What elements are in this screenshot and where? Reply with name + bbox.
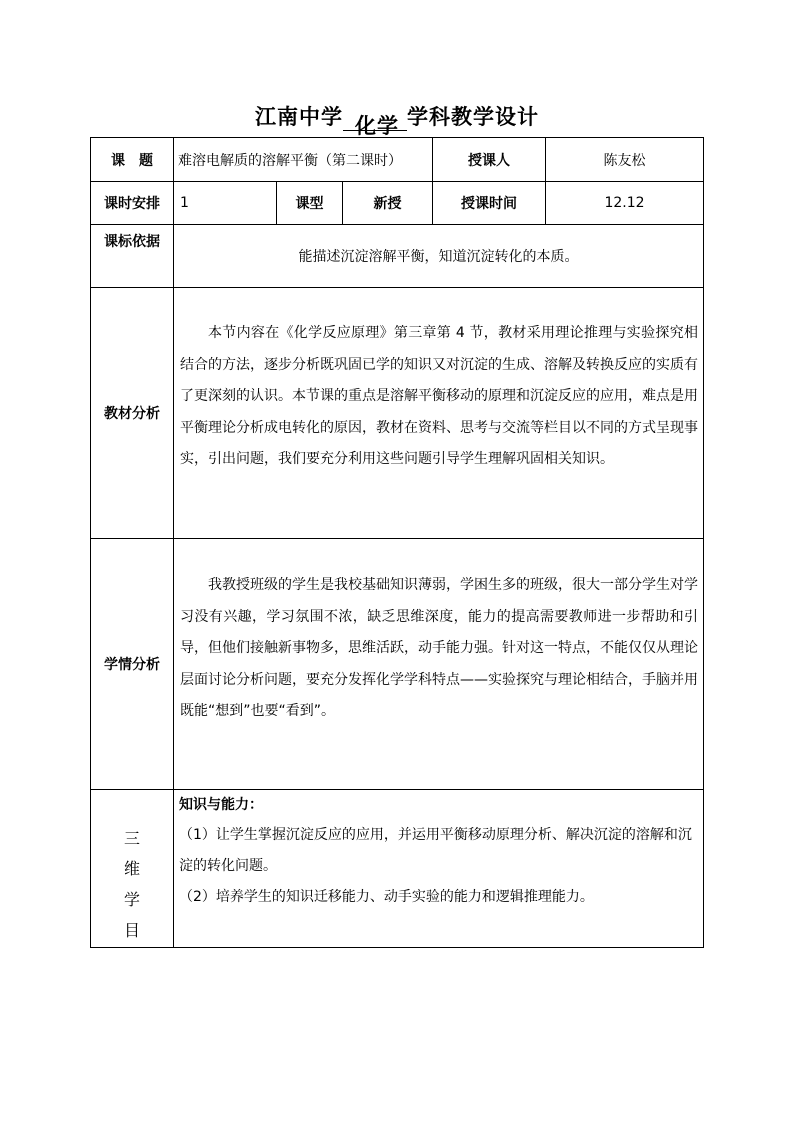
row-divider — [91, 287, 703, 288]
material-text: 本节内容在《化学反应原理》第三章第 4 节，教材采用理论推理与实验探究相结合的方法，逐步分析既巩固已学的知识又对沉淀的生成、溶解及转换反应的实质有了更深刻的认识。本节课的重点是溶解平衡移动的原理和沉淀反应的应用，难点是用平衡理论分析成电转化的原因，教材在资料、思考与交流等栏目以不同的方式呈现事实，引出问题，我们要充分利用这些问题引导学生理解巩固相关知识。 — [180, 325, 698, 467]
row-divider — [91, 789, 703, 790]
topic-value: 难溶电解质的溶解平衡（第二课时） — [178, 152, 402, 169]
subject-name: 化学 — [355, 114, 399, 138]
title-suffix: 学科教学设计 — [407, 105, 539, 129]
teacher-value: 陈友松 — [603, 152, 646, 169]
subject-blank-underline — [343, 110, 355, 131]
time-label: 授课时间 — [461, 196, 517, 212]
goals-label-char: 学 — [123, 890, 140, 909]
material-label: 教材分析 — [104, 406, 160, 422]
topic-label: 课 题 — [111, 152, 153, 169]
goals-heading: 知识与能力： — [179, 797, 263, 813]
teacher-label: 授课人 — [468, 152, 510, 169]
subject-blank-underline-right — [399, 110, 407, 131]
goal-item: （1）让学生掌握沉淀反应的应用，并运用平衡移动原理分析、解决沉淀的溶解和沉淀的转化问题。 — [179, 827, 692, 874]
row-divider — [91, 538, 703, 539]
goals-label-char: 三 — [123, 829, 140, 848]
subject-blank — [355, 110, 399, 138]
goal-item: （2）培养学生的知识迁移能力、动手实验的能力和逻辑推理能力。 — [179, 889, 594, 905]
document-title — [0, 101, 794, 138]
learners-text: 我教授班级的学生是我校基础知识薄弱，学困生多的班级，很大一部分学生对学习没有兴趣，学习氛围不浓，缺乏思维深度，能力的提高需要教师进一步帮助和引导，但他们接触新事物多，思维活跃，动手能力强。针对这一特点，不能仅仅从理论层面讨论分析问题，要充分发挥化学学科特点——实验探究与理论相结合，手脑并用既能“想到”也要“看到”。 — [180, 577, 698, 719]
standard-label: 课标依据 — [104, 234, 160, 250]
standard-text: 能描述沉淀溶解平衡，知道沉淀转化的本质。 — [298, 249, 579, 265]
goals-label-char: 目 — [123, 921, 140, 940]
time-value: 12.12 — [604, 195, 645, 211]
hours-label: 课时安排 — [104, 196, 160, 212]
goals-list — [179, 820, 701, 913]
type-label: 课型 — [295, 196, 324, 212]
type-value: 新授 — [373, 196, 402, 212]
hours-value: 1 — [180, 195, 189, 211]
goals-label-char: 维 — [123, 859, 140, 878]
school-name: 江南中学 — [255, 105, 343, 129]
lesson-plan-table — [90, 137, 704, 948]
learners-label: 学情分析 — [104, 657, 160, 673]
